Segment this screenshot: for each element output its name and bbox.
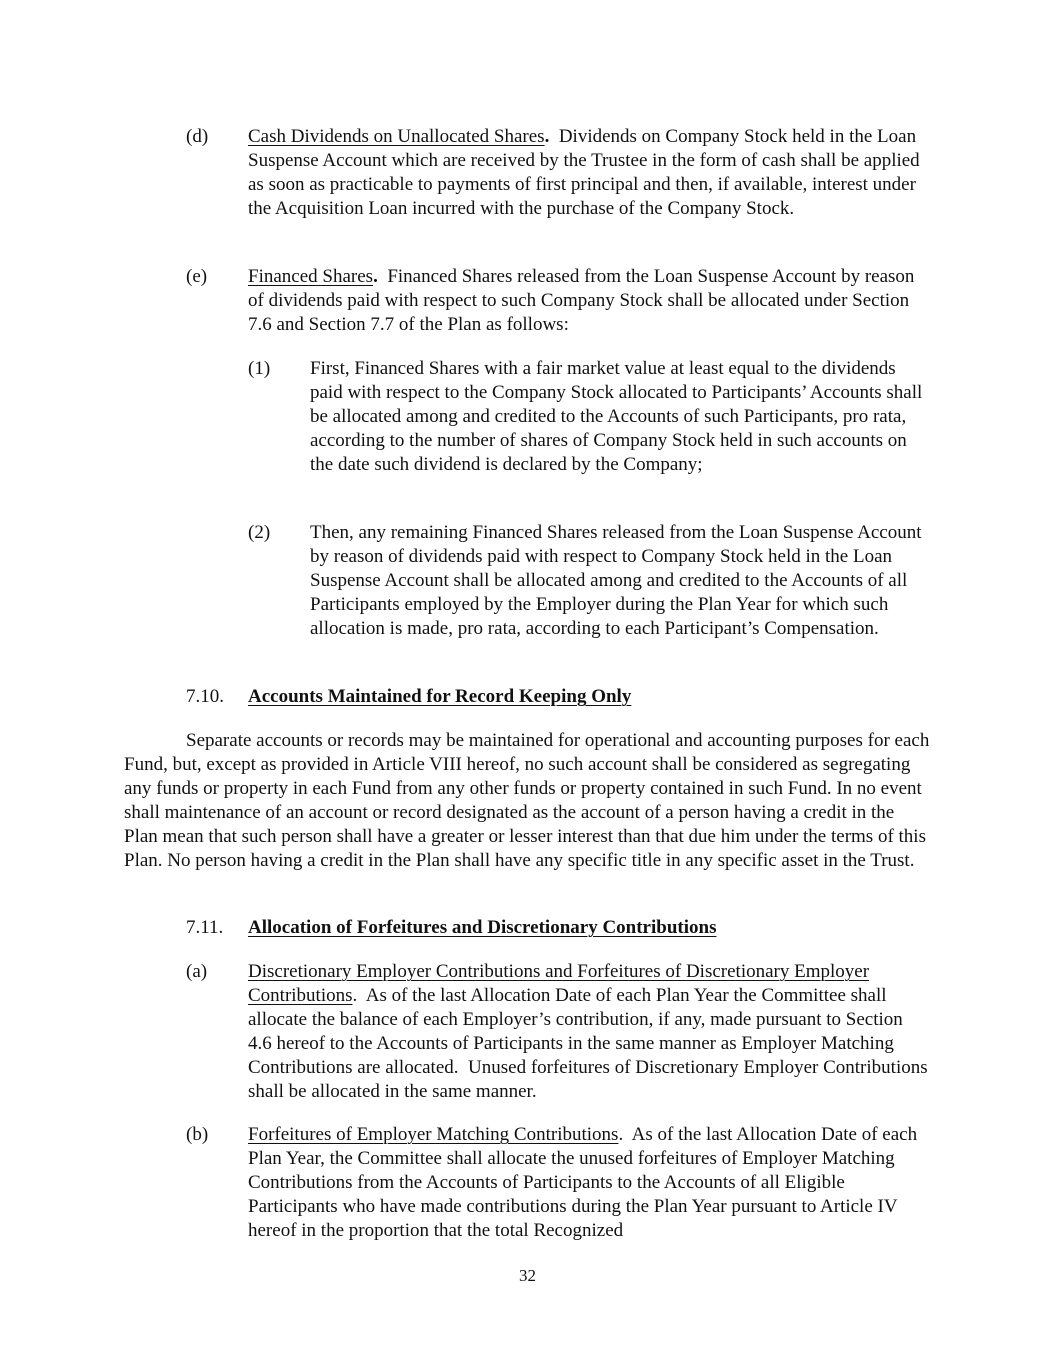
section-7-10-number: 7.10. <box>186 686 224 707</box>
item-e-text: Financed Shares released from the Loan Suspense Account by reason of dividends paid with respect to such Company Stock shall be allocated under Section 7.6 and Section 7.7 of the Plan as follows: <box>248 266 920 335</box>
section-7-11-title: Allocation of Forfeitures and Discretionary Contributions <box>248 917 717 938</box>
item-d-text: Dividends on Company Stock held in the Loan Suspense Account which are received by the Trustee in the form of cash shall be applied as soon as practicable to payments of first principal and then, if available, interest under the Acquisition Loan incurred with the purchase of the Company Stock. <box>248 126 925 219</box>
item-e-title: Financed Shares <box>248 266 374 287</box>
item-b-title: Forfeitures of Employer Matching Contributions <box>248 1124 619 1145</box>
section-7-10-title: Accounts Maintained for Record Keeping Only <box>248 686 632 707</box>
item-d-title: Cash Dividends on Unallocated Shares <box>248 126 545 147</box>
item-a-label: (a) <box>186 961 208 982</box>
section-7-10-paragraph: Separate accounts or records may be maintained for operational and accounting purposes for each Fund, but, except as provided in Article VIII hereof, no such account shall be considered as segregating any funds or property in each Fund from any other funds or property contained in such Fund. In no event shall maintenance of an account or record designated as the account of a person having a credit in the Plan mean that such person shall have a greater or lesser interest than that due him under the terms of this Plan. No person having a credit in the Plan shall have any specific title in any specific asset in the Trust. <box>124 730 930 871</box>
item-b-text: . As of the last Allocation Date of each Plan Year, the Committee shall allocate the unused forfeitures of Employer Matching Contributions from the Accounts of Participants to the Accounts of all Eligible Participants who have made contributions during the Plan Year pursuant to Article IV hereof in the proportion that the total Recognized <box>248 1124 922 1241</box>
item-a-text: . As of the last Allocation Date of each Plan Year the Committee shall allocate the balance of each Employer’s contribution, if any, made pursuant to Section 4.6 hereof to the Accounts of Participants in the same manner as Employer Matching Contributions are allocated. Unused forfeitures of Discretionary Employer Contributions shall be allocated in the same manner. <box>248 985 933 1102</box>
item-e-label: (e) <box>186 266 208 287</box>
item-d-title-end: . <box>544 126 550 147</box>
item-a-body <box>248 960 933 1104</box>
item-e-body <box>248 265 920 337</box>
item-d-body <box>248 125 934 221</box>
section-7-11-number: 7.11. <box>186 917 224 938</box>
item-a-title: Discretionary Employer Contributions and Forfeitures of Discretionary Employer Contributions <box>248 961 870 1006</box>
item-b-label: (b) <box>186 1124 209 1145</box>
subitem-1-label: (1) <box>248 358 271 379</box>
page-number: 32 <box>519 1266 536 1285</box>
subitem-1-text: First, Financed Shares with a fair market value at least equal to the dividends paid with respect to the Company Stock allocated to Participants’ Accounts shall be allocated among and credited to the Accounts of such Participants, pro rata, according to the number of shares of Company Stock held in such accounts on the date such dividend is declared by the Company; <box>310 358 923 475</box>
item-e-title-end: . <box>373 266 378 287</box>
item-d-label: (d) <box>186 126 209 147</box>
subitem-2-text: Then, any remaining Financed Shares released from the Loan Suspense Account by reason of dividends paid with respect to Company Stock held in the Loan Suspense Account shall be allocated among and credited to the Accounts of all Participants employed by the Employer during the Plan Year for which such allocation is made, pro rata, according to each Participant’s Compensation. <box>310 522 922 639</box>
item-b-body <box>248 1123 934 1243</box>
subitem-2-label: (2) <box>248 522 271 543</box>
